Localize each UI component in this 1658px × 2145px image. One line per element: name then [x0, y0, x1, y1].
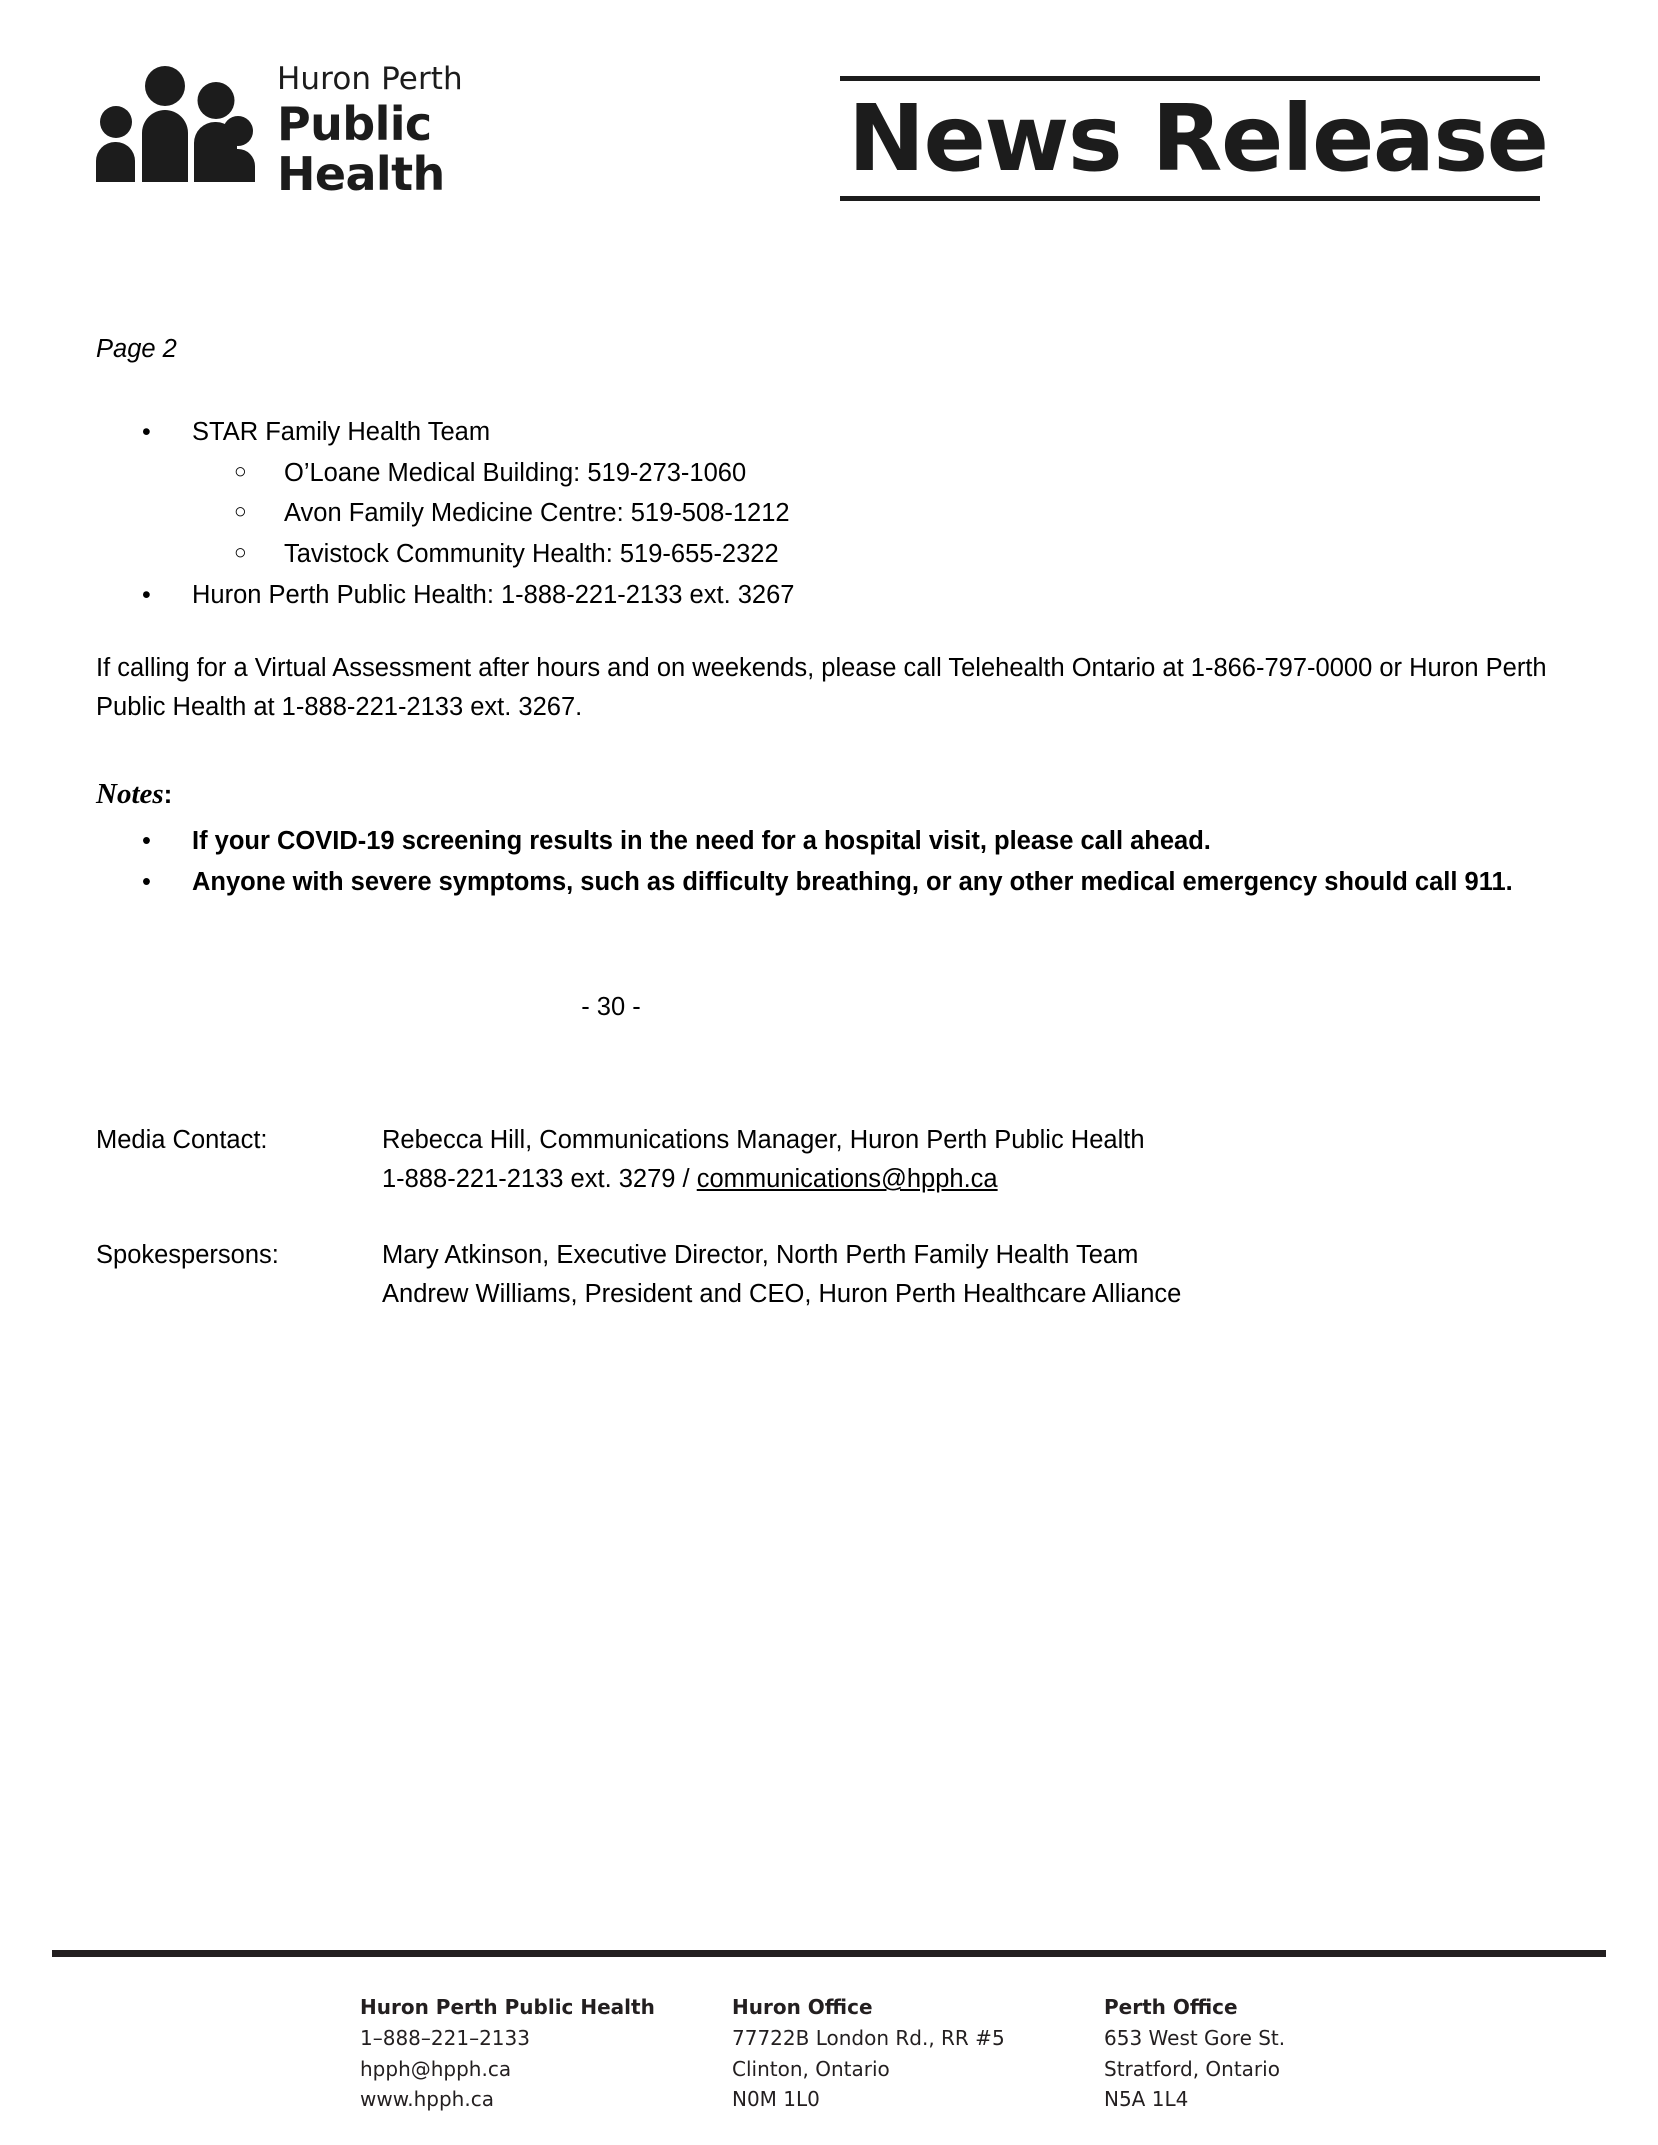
bullet-icon: • — [142, 417, 151, 446]
spokesperson-line: Andrew Williams, President and CEO, Huron Perth Healthcare Alliance — [382, 1280, 1182, 1309]
footer-address-line: Stratford, Ontario — [1104, 2056, 1280, 2081]
page-footer — [0, 1950, 1658, 2145]
note-text: If your COVID-19 screening results in the need for a hospital visit, please call ahead. — [192, 826, 1211, 855]
list-item-label: Huron Perth Public Health: 1-888-221-2133 ext. 3267 — [192, 580, 795, 609]
figure-head — [223, 116, 253, 146]
footer-address-line: 77722B London Rd., RR #5 — [732, 2026, 1005, 2051]
footer-column-perth-office — [1104, 1992, 1476, 2115]
footer-address-line: Clinton, Ontario — [732, 2056, 890, 2081]
sub-list-item-label: Tavistock Community Health: 519-655-2322 — [284, 540, 779, 568]
media-contact-row — [96, 1121, 1566, 1200]
figure-child-right — [220, 116, 255, 182]
note-text: Anyone with severe symptoms, such as difficulty breathing, or any other medical emergency should call 911. — [192, 868, 1513, 897]
news-release-banner — [840, 76, 1548, 201]
sub-list-item — [192, 535, 1566, 574]
sub-list-item — [192, 454, 1566, 493]
email-link[interactable]: communications@hpph.ca — [696, 1165, 998, 1194]
media-contact-label: Media Contact: — [96, 1125, 268, 1154]
notes-heading-colon: : — [163, 778, 173, 809]
hollow-bullet-icon: ○ — [234, 459, 247, 483]
figure-body — [142, 110, 188, 182]
footer-column-main — [360, 1992, 732, 2115]
masthead — [0, 0, 1658, 250]
spokespersons-details — [382, 1236, 1566, 1315]
footer-column-title: Huron Perth Public Health — [360, 1995, 655, 2019]
hollow-bullet-icon: ○ — [234, 541, 247, 564]
banner-rule-bottom — [840, 196, 1540, 201]
family-group-icon — [96, 62, 259, 182]
footer-columns — [360, 1992, 1476, 2115]
page-label: Page 2 — [96, 335, 177, 363]
sub-list — [192, 454, 1566, 574]
footer-column-title: Huron Office — [732, 1995, 873, 2019]
hollow-bullet-icon: ○ — [234, 500, 247, 524]
list-item — [96, 822, 1566, 861]
figure-head — [100, 106, 132, 138]
figure-head — [145, 66, 185, 106]
list-item — [96, 576, 1566, 615]
contacts-section — [96, 1121, 1566, 1315]
notes-list — [96, 822, 1566, 903]
media-contact-name-line: Rebecca Hill, Communications Manager, Huron Perth Public Health — [382, 1125, 1145, 1154]
figure-small-left — [96, 106, 135, 182]
bullet-icon: • — [142, 580, 151, 609]
notes-heading-word: Notes — [96, 777, 164, 810]
organization-logo — [96, 62, 463, 199]
contact-list — [96, 413, 1566, 615]
logo-line-public: Public — [277, 97, 432, 151]
footer-address-line: 653 West Gore St. — [1104, 2026, 1286, 2051]
sub-list-item — [192, 494, 1566, 533]
logo-line-huron-perth: Huron Perth — [277, 61, 463, 97]
list-item — [96, 863, 1566, 902]
media-contact-details — [382, 1121, 1566, 1200]
media-contact-phone: 1-888-221-2133 ext. 3279 / — [382, 1165, 697, 1194]
figure-body — [220, 149, 255, 182]
logo-line-health: Health — [277, 146, 445, 201]
sub-list-item-label: O’Loane Medical Building: 519-273-1060 — [284, 458, 747, 487]
footer-website[interactable]: www.hpph.ca — [360, 2087, 494, 2112]
media-contact-phone-line — [382, 1160, 1566, 1200]
end-marker: - 30 - — [581, 993, 641, 1022]
figure-head — [197, 82, 234, 119]
figure-tall-center — [142, 66, 188, 182]
logo-wordmark — [277, 62, 463, 199]
list-item — [96, 413, 1566, 574]
figure-body — [96, 142, 135, 182]
news-release-title: News Release — [848, 85, 1548, 192]
footer-column-title: Perth Office — [1104, 1995, 1238, 2019]
footer-address-line: N0M 1L0 — [732, 2087, 820, 2112]
spokespersons-label: Spokespersons: — [96, 1240, 279, 1269]
footer-phone: 1–888–221–2133 — [360, 2026, 530, 2051]
spokesperson-line: Mary Atkinson, Executive Director, North Perth Family Health Team — [382, 1240, 1139, 1269]
bullet-icon: • — [142, 826, 151, 855]
spokespersons-row — [96, 1236, 1566, 1315]
notes-heading — [96, 772, 1566, 816]
footer-divider — [52, 1950, 1606, 1957]
list-item-label: STAR Family Health Team — [192, 417, 491, 446]
sub-list-item-label: Avon Family Medicine Centre: 519-508-1212 — [284, 499, 790, 528]
footer-address-line: N5A 1L4 — [1104, 2087, 1189, 2112]
virtual-assessment-paragraph: If calling for a Virtual Assessment after hours and on weekends, please call Telehealth Ontario at 1-866-797-0000 or Huron Perth Public Health at 1-888-221-2133 ext. 3267. — [96, 653, 1547, 722]
footer-column-huron-office — [732, 1992, 1104, 2115]
bullet-icon: • — [142, 868, 151, 897]
document-body — [96, 330, 1566, 1351]
footer-email[interactable]: hpph@hpph.ca — [360, 2056, 512, 2081]
